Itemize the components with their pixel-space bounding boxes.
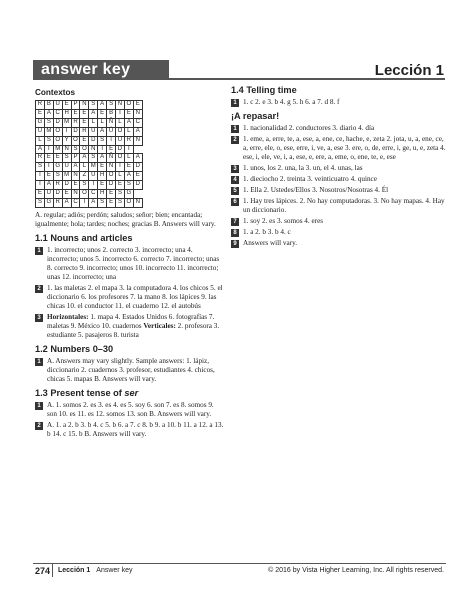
grid-cell: G <box>53 163 62 172</box>
grid-cell: O <box>80 190 89 199</box>
grid-cell: U <box>116 136 125 145</box>
answer-1-3-2 <box>35 421 225 439</box>
grid-cell: N <box>89 145 98 154</box>
grid-cell: S <box>89 154 98 163</box>
repasar-item <box>231 197 446 215</box>
grid-cell: Z <box>80 172 89 181</box>
grid-cell: S <box>36 163 45 172</box>
grid-cell: R <box>80 127 89 136</box>
grid-cell: E <box>98 163 107 172</box>
activity-number: 2 <box>231 136 239 144</box>
grid-cell: I <box>62 127 71 136</box>
grid-cell: R <box>36 154 45 163</box>
grid-cell: N <box>71 190 80 199</box>
contextos-heading: Contextos <box>35 88 76 97</box>
grid-cell: I <box>116 109 125 118</box>
activity-number: 8 <box>231 229 239 237</box>
activity-number: 1 <box>231 99 239 107</box>
grid-cell: E <box>80 136 89 145</box>
grid-cell: A <box>98 127 107 136</box>
footer-label <box>58 567 132 574</box>
grid-cell: C <box>133 118 142 127</box>
repasar-item <box>231 124 446 133</box>
contextos-answer: A. regular; adiós; perdón; saludos; señor; bien; encantada; igualmente; hola; tardes; noches; gracias B. Answers will vary. <box>35 210 216 228</box>
answer-text: 1. Hay tres lápices. 2. No hay computadoras. 3. No hay mapas. 4. Hay un diccionario. <box>243 197 445 214</box>
grid-cell: E <box>62 101 71 110</box>
grid-cell: T <box>36 181 45 190</box>
grid-cell: U <box>89 127 98 136</box>
grid-cell: N <box>133 109 142 118</box>
page-number: 274 <box>35 566 51 576</box>
grid-cell: D <box>71 127 80 136</box>
grid-cell: L <box>36 136 45 145</box>
grid-cell: U <box>53 101 62 110</box>
grid-cell: D <box>116 145 125 154</box>
grid-cell: T <box>98 145 107 154</box>
grid-cell: A <box>44 181 53 190</box>
grid-cell: C <box>71 198 80 207</box>
grid-row <box>36 190 143 199</box>
repasar-item <box>231 228 446 237</box>
answer-1-1-1 <box>35 246 225 282</box>
grid-cell: B <box>44 101 53 110</box>
horizontales-label: Horizontales: <box>47 312 89 321</box>
answer-1-1-2 <box>35 284 225 311</box>
banner-title: answer key <box>41 61 131 78</box>
grid-cell: G <box>44 198 53 207</box>
grid-cell: E <box>133 172 142 181</box>
grid-row <box>36 181 143 190</box>
grid-cell: E <box>124 163 133 172</box>
footer-divider <box>52 563 53 577</box>
grid-cell: L <box>116 118 125 127</box>
grid-cell: S <box>53 172 62 181</box>
grid-cell: S <box>89 101 98 110</box>
grid-cell: D <box>133 181 142 190</box>
grid-cell: A <box>98 101 107 110</box>
grid-cell: E <box>107 190 116 199</box>
grid-cell: U <box>36 127 45 136</box>
grid-cell: D <box>62 181 71 190</box>
answer-text: 1. las maletas 2. el mapa 3. la computadora 4. los chicos 5. el diccionario 6. los profesores 7. la mano 8. los lápices 9. las chicas 10. el conductor 11. el cuaderno 12. el autobús <box>47 283 223 310</box>
answer-text: 1. mapa 4. Estados Unidos 6. fotografías 7. maletas 9. México 10. cuadernos <box>47 312 215 330</box>
grid-cell: I <box>44 145 53 154</box>
answer-1-4-1 <box>231 98 446 107</box>
grid-cell: A <box>36 145 45 154</box>
left-column <box>35 86 225 441</box>
grid-cell: T <box>124 145 133 154</box>
grid-cell: S <box>116 198 125 207</box>
grid-cell: D <box>89 136 98 145</box>
grid-cell: N <box>133 198 142 207</box>
grid-cell: E <box>80 109 89 118</box>
grid-row <box>36 127 143 136</box>
grid-cell: E <box>107 198 116 207</box>
grid-cell: A <box>133 127 142 136</box>
grid-cell: A <box>89 109 98 118</box>
activity-number: 3 <box>231 165 239 173</box>
grid-cell: E <box>53 154 62 163</box>
answer-text: Answers will vary. <box>243 239 298 247</box>
grid-cell: N <box>80 101 89 110</box>
footer-rule <box>33 563 446 564</box>
grid-cell: H <box>98 190 107 199</box>
grid-cell: T <box>89 181 98 190</box>
grid-cell: O <box>116 127 125 136</box>
grid-cell: S <box>71 145 80 154</box>
grid-cell: T <box>107 136 116 145</box>
grid-cell: N <box>107 163 116 172</box>
grid-cell: T <box>36 172 45 181</box>
grid-cell: O <box>80 145 89 154</box>
grid-cell: E <box>116 181 125 190</box>
grid-cell: S <box>98 198 107 207</box>
footer-section: Answer key <box>96 567 133 574</box>
grid-row <box>36 154 143 163</box>
activity-number: 2 <box>35 285 43 293</box>
repasar-item <box>231 239 446 248</box>
grid-cell: M <box>53 145 62 154</box>
grid-cell: O <box>107 172 116 181</box>
section-1-2-heading: 1.2 Numbers 0–30 <box>35 343 114 354</box>
grid-cell: N <box>133 136 142 145</box>
grid-cell: Ú <box>107 127 116 136</box>
grid-cell: R <box>124 136 133 145</box>
grid-cell: C <box>89 190 98 199</box>
grid-cell: R <box>53 198 62 207</box>
section-1-3-heading <box>35 389 225 398</box>
grid-cell: U <box>62 163 71 172</box>
grid-cell: A <box>44 109 53 118</box>
grid-cell: R <box>53 181 62 190</box>
answer-text: 1. c 2. e 3. b 4. g 5. h 6. a 7. d 8. f <box>243 98 340 106</box>
grid-cell: G <box>36 118 45 127</box>
answer-1-1-3 <box>35 313 225 340</box>
answer-text: 1. Ella 2. Ustedes/Ellos 3. Nosotros/Nosotras 4. Él <box>243 186 389 194</box>
grid-cell: M <box>44 127 53 136</box>
heading-italic: ser <box>124 387 139 398</box>
grid-row <box>36 145 143 154</box>
copyright: © 2016 by Vista Higher Learning, Inc. All rights reserved. <box>268 567 444 574</box>
answer-text: 2. profesora 3. estudiante 5. pasajeros 8. turista <box>47 321 220 339</box>
grid-cell: M <box>62 118 71 127</box>
heading-text: 1.3 Present tense of <box>35 387 125 398</box>
grid-cell: U <box>44 190 53 199</box>
answer-text: 1. unos, los 2. una, la 3. un, el 4. unas, las <box>243 164 363 172</box>
grid-cell: E <box>107 145 116 154</box>
word-search-grid <box>35 100 143 208</box>
grid-cell: E <box>44 172 53 181</box>
grid-cell: S <box>124 181 133 190</box>
grid-cell: A <box>71 163 80 172</box>
grid-cell: S <box>44 136 53 145</box>
grid-cell: O <box>71 136 80 145</box>
activity-number: 1 <box>35 247 43 255</box>
grid-cell: D <box>107 181 116 190</box>
grid-cell: B <box>107 109 116 118</box>
grid-cell: N <box>62 145 71 154</box>
grid-row <box>36 172 143 181</box>
grid-row <box>36 118 143 127</box>
activity-number: 9 <box>231 240 239 248</box>
answer-text: A. 1. somos 2. es 3. es 4. es 5. soy 6. son 7. es 8. somos 9. son 10. es 11. es 12. somos 13. son B. Answers will vary. <box>47 400 214 418</box>
answer-text: 1. nacionalidad 2. conductores 3. diario 4. día <box>243 124 375 132</box>
activity-number: 2 <box>35 422 43 430</box>
activity-number: 5 <box>231 187 239 195</box>
grid-cell: O <box>53 136 62 145</box>
grid-cell: L <box>116 172 125 181</box>
grid-cell: O <box>124 101 133 110</box>
grid-cell: A <box>124 118 133 127</box>
repasar-item <box>231 217 446 226</box>
grid-cell: S <box>98 136 107 145</box>
activity-number: 1 <box>35 402 43 410</box>
grid-cell: L <box>124 127 133 136</box>
activity-number: 3 <box>35 314 43 322</box>
grid-cell: S <box>116 190 125 199</box>
grid-cell: T <box>116 163 125 172</box>
grid-cell: E <box>71 109 80 118</box>
grid-cell: M <box>62 172 71 181</box>
activity-number: 1 <box>35 358 43 366</box>
grid-cell: O <box>116 154 125 163</box>
grid-cell: E <box>71 181 80 190</box>
grid-cell: O <box>124 198 133 207</box>
grid-cell: I <box>80 198 89 207</box>
repasar-item <box>231 135 446 162</box>
grid-cell: L <box>80 163 89 172</box>
answer-text: A. Answers may vary slightly. Sample answers: 1. lápiz, diccionario 2. cuadernos 3. profesor, estudiantes 4. chicos, chicas 5. mapas B. Answers will vary. <box>47 356 215 383</box>
grid-cell: L <box>89 118 98 127</box>
grid-row <box>36 136 143 145</box>
grid-cell: P <box>71 101 80 110</box>
grid-cell: S <box>80 181 89 190</box>
grid-cell: L <box>98 118 107 127</box>
grid-cell: H <box>62 109 71 118</box>
grid-cell: E <box>62 190 71 199</box>
grid-cell: E <box>98 181 107 190</box>
section-1-1-heading: 1.1 Nouns and articles <box>35 232 133 243</box>
grid-cell: M <box>89 163 98 172</box>
grid-cell: R <box>36 101 45 110</box>
activity-number: 1 <box>231 125 239 133</box>
grid-cell: N <box>116 101 125 110</box>
grid-cell: Y <box>62 136 71 145</box>
repasar-heading: ¡A repasar! <box>231 111 280 121</box>
repasar-item <box>231 164 446 173</box>
answer-text: 1. dieciocho 2. treinta 3. veinticuatro 4. quince <box>243 175 377 183</box>
grid-cell: R <box>71 118 80 127</box>
grid-cell: A <box>124 172 133 181</box>
grid-row <box>36 163 143 172</box>
grid-cell: S <box>44 118 53 127</box>
grid-cell: I <box>44 163 53 172</box>
footer-lesson: Lección 1 <box>58 567 91 574</box>
section-1-4-heading: 1.4 Telling time <box>231 85 297 95</box>
grid-cell: L <box>124 154 133 163</box>
grid-cell: S <box>36 198 45 207</box>
grid-cell: E <box>133 101 142 110</box>
answer-text: 1. soy 2. es 3. somos 4. eres <box>243 217 324 225</box>
grid-cell: A <box>80 154 89 163</box>
grid-cell: D <box>133 163 142 172</box>
grid-cell: A <box>89 198 98 207</box>
answer-1-3-1 <box>35 401 225 419</box>
activity-number: 6 <box>231 198 239 206</box>
grid-row <box>36 198 143 207</box>
answer-text: 1. incorrecto; unos 2. correcto 3. incorrecto; una 4. incorrecto; unos 5. incorrecto 6. correcto 7. incorrecto; unas 8. correcto 9. incorrecto; unos 10. incorrecto 11. incorrecto; unas 12. incorrecto; una <box>47 245 220 281</box>
right-column <box>231 86 446 250</box>
grid-cell: G <box>124 190 133 199</box>
grid-cell: C <box>53 109 62 118</box>
answer-text: A. 1. a 2. b 3. b 4. c 5. b 6. a 7. c 8. b 9. a 10. b 11. a 12. a 13. b 14. c 15. b B. Answers will vary. <box>47 420 224 438</box>
verticales-label: Verticales: <box>143 321 176 330</box>
grid-cell: N <box>71 172 80 181</box>
grid-cell: A <box>98 154 107 163</box>
grid-cell: O <box>53 127 62 136</box>
activity-number: 4 <box>231 176 239 184</box>
answer-text: 1. a 2. b 3. b 4. c <box>243 228 291 236</box>
answer-text: 1. eme, a, erre, te, a, ese, a, ene, ce, hache, e, zeta 2. jota, u, a, ene, ce, a, erre, ele, o, ese, erre, i, ve, a, ese 3. ere, o, de, erre, i, ge, u, e, zeta 4. ese, i, ele, ve, i, a, ese, e, ere, a, eme, o, ene, te, e, ese <box>243 135 446 161</box>
grid-cell: D <box>53 118 62 127</box>
grid-cell: S <box>62 154 71 163</box>
grid-cell: E <box>44 154 53 163</box>
repasar-item <box>231 175 446 184</box>
grid-cell: E <box>36 109 45 118</box>
lesson-title: Lección 1 <box>374 62 444 79</box>
grid-cell: E <box>98 109 107 118</box>
grid-row <box>36 109 143 118</box>
repasar-item <box>231 186 446 195</box>
activity-number: 7 <box>231 218 239 226</box>
grid-cell: E <box>36 190 45 199</box>
grid-cell: E <box>80 118 89 127</box>
grid-cell: D <box>53 190 62 199</box>
grid-cell: P <box>71 154 80 163</box>
grid-cell: U <box>89 172 98 181</box>
grid-cell: Ñ <box>107 118 116 127</box>
grid-cell: S <box>107 101 116 110</box>
grid-cell: A <box>133 154 142 163</box>
grid-cell: Ñ <box>107 154 116 163</box>
answer-1-2-1 <box>35 357 225 384</box>
grid-cell: H <box>98 172 107 181</box>
grid-cell: A <box>62 198 71 207</box>
grid-row <box>36 101 143 110</box>
grid-cell: E <box>124 109 133 118</box>
